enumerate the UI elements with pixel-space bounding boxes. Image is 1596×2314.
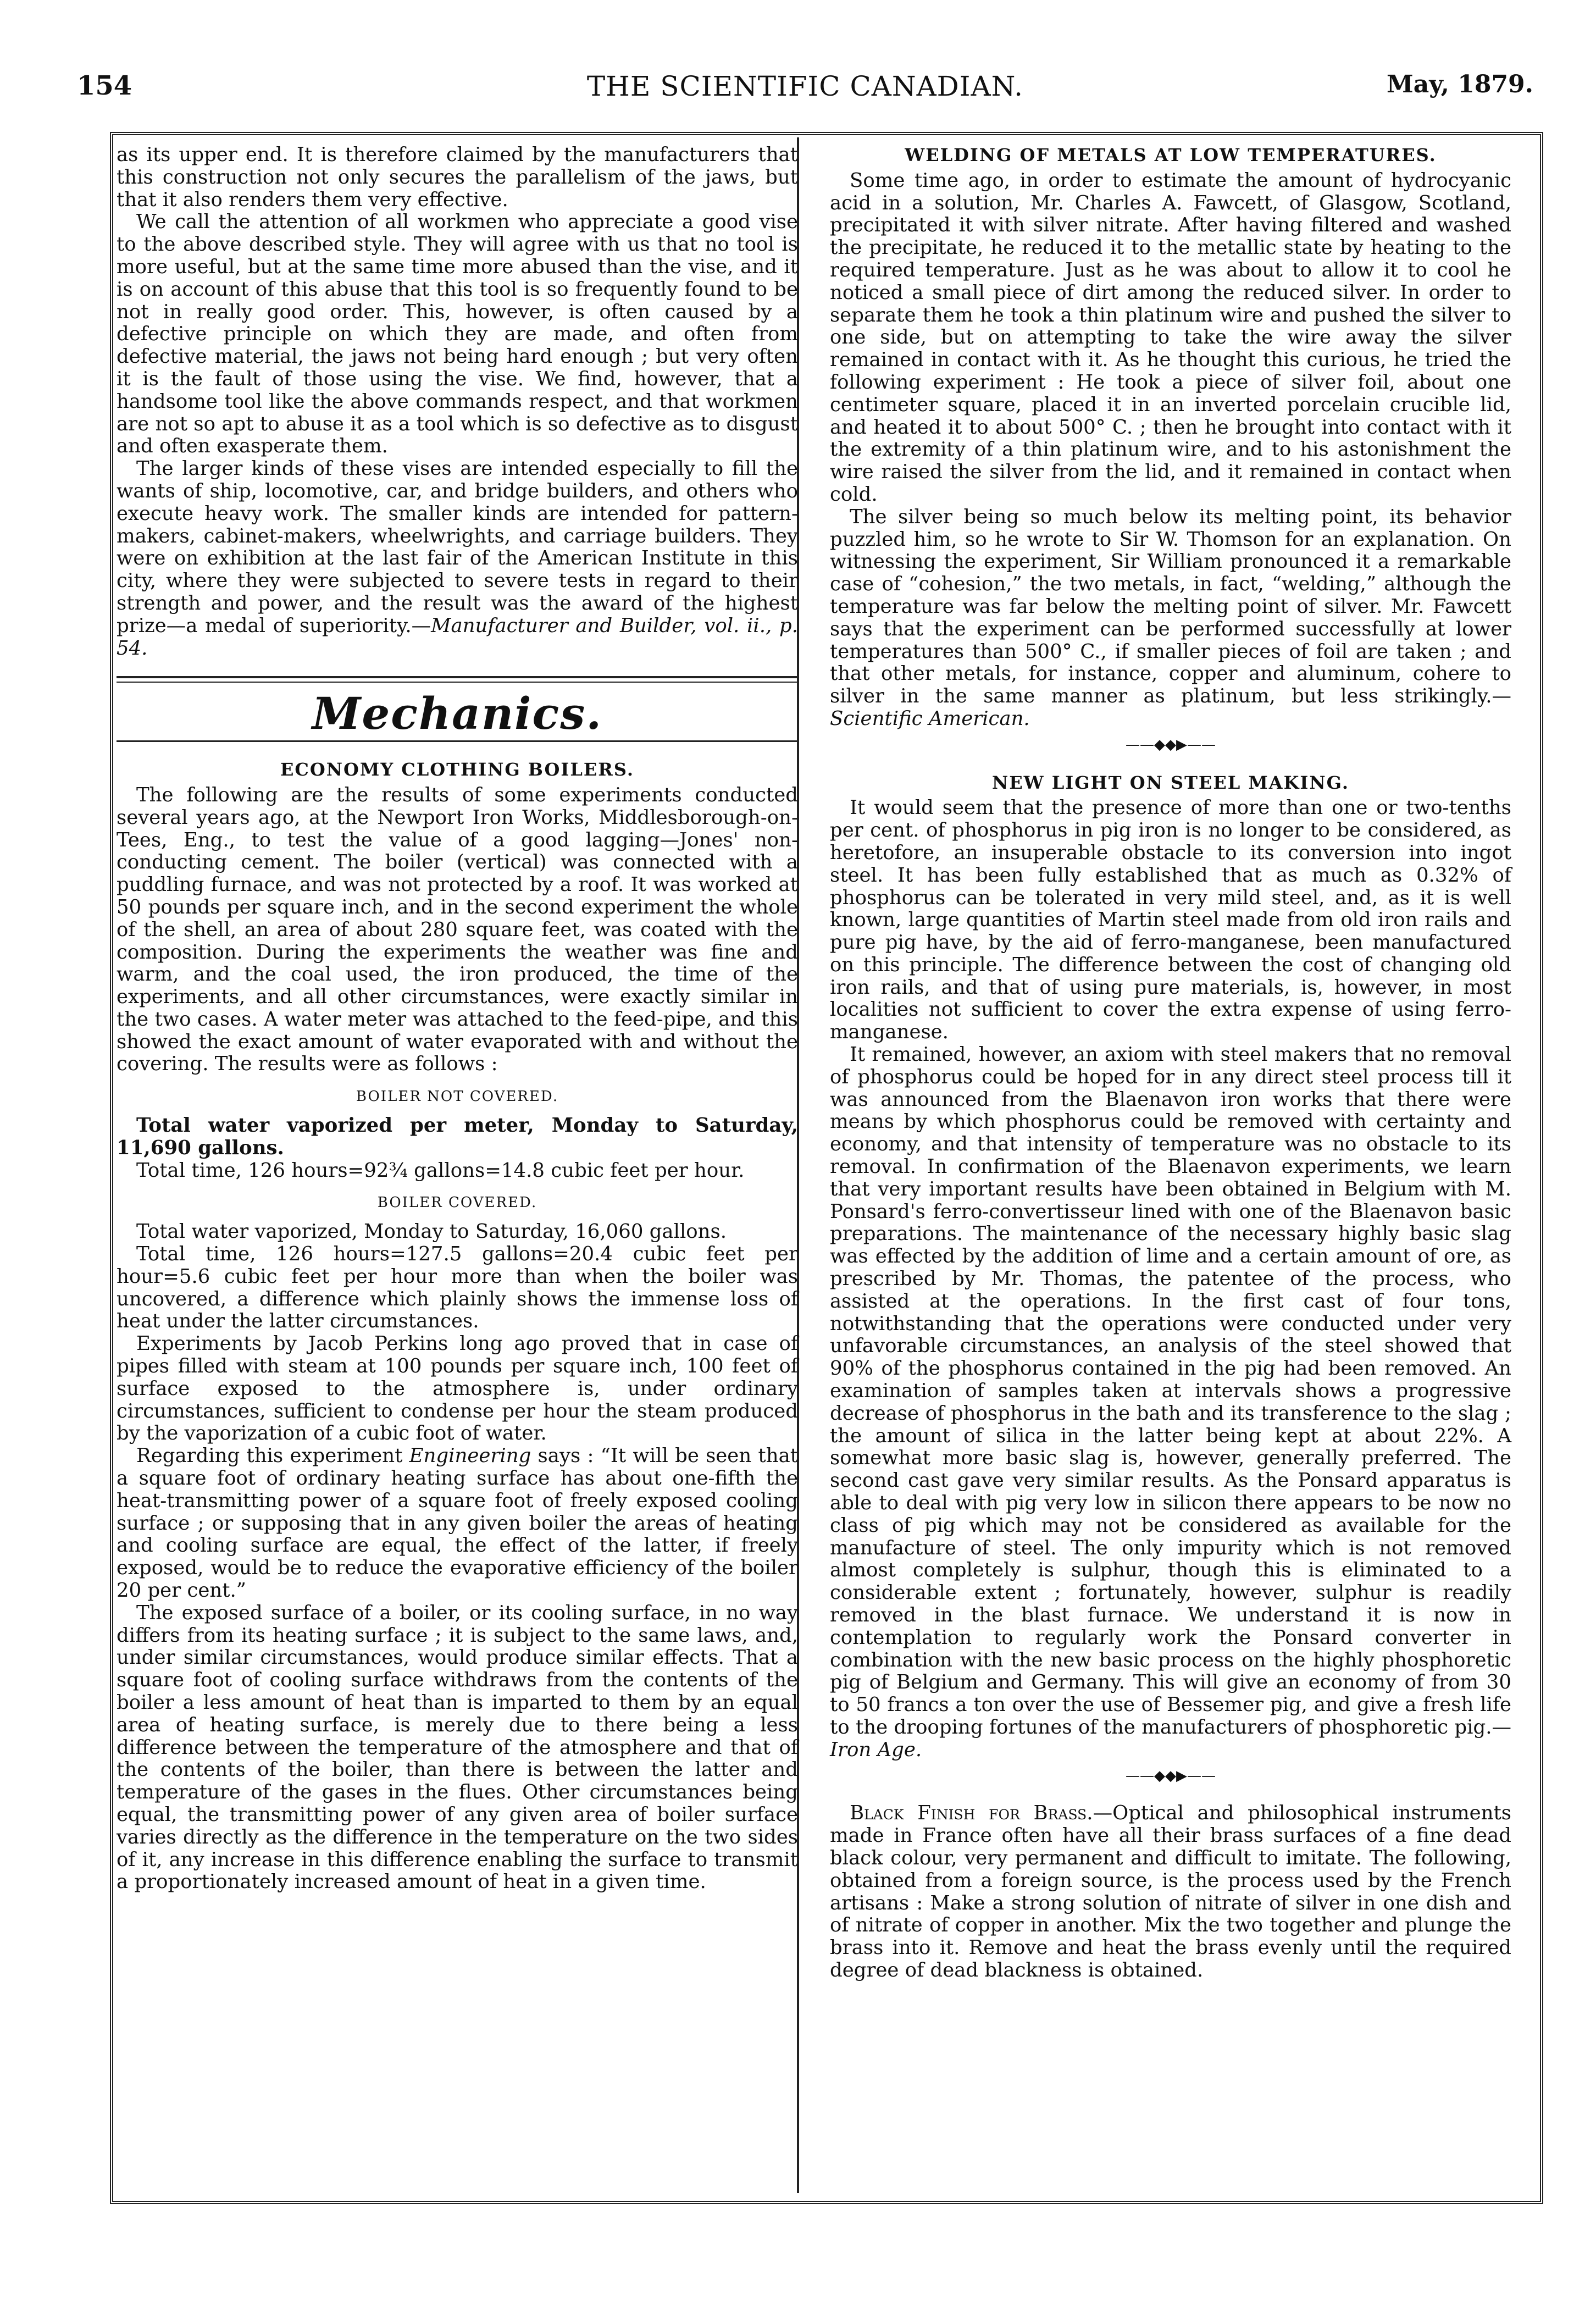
result-covered-water: Total water vaporized, Monday to Saturday, 16,060 gallons. — [136, 1220, 727, 1243]
article-title-welding: WELDING OF METALS AT LOW TEMPERATURES. — [905, 145, 1437, 165]
economy-paragraph-engineering: Regarding this experiment Engineering says : “It will be seen that a square foot of ordinary heating surface has about one-fifth the heat-transmitting power of a square foot of freely exposed cooling surface ; or supposing that in any given boiler the areas of heating and cooling surface are equal, the effect of the latter, if freely exposed, would be to reduce the evaporative efficiency of the boiler 20 per cent.” — [117, 1444, 798, 1602]
result-not-covered-water: Total water vaporized per meter, Monday to Saturday, 11,690 gallons. — [117, 1114, 798, 1159]
brass-lead: Black Finish for Brass. — [850, 1802, 1093, 1825]
vise-paragraph-3: The larger kinds of these vises are intended especially to fill the wants of ship, locomotive, car, and bridge builders, and others who execute heavy work. The smaller kinds are intended for pattern-makers, cabinet-makers, wheelwrights, and carriage builders. They were on exhibition at the last fair of the American Institute in this city, where they were subjected to severe tests in regard to their strength and power, and the result was the award of the highest prize—a medal of superiority.—Manufacturer and Builder, vol. ii., p. 54. — [117, 457, 799, 660]
welding-paragraph-1: Some time ago, in order to estimate the amount of hydrocyanic acid in a solution, Mr. Charles A. Fawcett, of Glasgow, Scotland, precipitated it with silver nitrate. After having filtered and washed the precipitate, he reduced it to the metallic state by heating to the required temperature. Just as he was about to allow it to cool he noticed a small piece of dirt among the reduced silver. In order to separate them he took a thin platinum wire and pushed the silver to one side, but on attempting to take the wire away the silver remained in contact with it. As he thought this curious, he tried the following experiment : He took a piece of silver foil, about one centimeter square, placed it in an inverted porcelain crucible lid, and heated it to about 500° C. ; then he brought into contact with it the extremity of a thin platinum wire, and to his astonishment the wire raised the silver from the lid, and it remained in contact when cold. — [830, 169, 1511, 506]
result-not-covered-time: Total time, 126 hours=92¾ gallons=14.8 cubic feet per hour. — [136, 1159, 745, 1182]
article-title-economy: ECONOMY CLOTHING BOILERS. — [280, 759, 634, 780]
vise-source: Manufacturer and Builder, vol. ii., p. 54. — [117, 614, 799, 660]
left-column — [117, 144, 798, 1894]
ornament-divider: ——◆◆▶—— — [1126, 736, 1216, 753]
steel-source: Iron Age. — [830, 1738, 922, 1761]
issue-date: May, 1879. — [1387, 70, 1533, 98]
result-covered-time: Total time, 126 hours=127.5 gallons=20.4 cubic feet per hour=5.6 cubic feet per hour more than when the boiler was uncovered, a difference which plainly shows the immense loss of heat under the latter circumstances. — [117, 1243, 798, 1333]
economy-paragraph-perkins: Experiments by Jacob Perkins long ago proved that in case of pipes filled with steam at 100 pounds per square inch, 100 feet of surface exposed to the atmosphere is, under ordinary circumstances, sufficient to condense per hour the steam produced by the vaporization of a cubic foot of water. — [117, 1332, 798, 1445]
right-column — [830, 144, 1511, 1982]
ornament-divider-2: ——◆◆▶—— — [1126, 1767, 1216, 1784]
article-title-steel: NEW LIGHT ON STEEL MAKING. — [992, 772, 1349, 793]
journal-title: THE SCIENTIFIC CANADIAN. — [586, 70, 1024, 102]
vise-paragraph-2: We call the attention of all workmen who appreciate a good vise to the above described style. They will agree with us that no tool is more useful, but at the same time more abused than the vise, and it is on account of this abuse that this tool is so frequently found to be not in really good order. This, however, is often caused by a defective principle on which they are made, and often from defective material, the jaws not being hard enough ; but very often it is the fault of those using the vise. We find, however, that a handsome tool like the above commands respect, and that workmen are not so apt to abuse it as a tool which is so defective as to disgust and often exasperate them. — [117, 211, 798, 458]
welding-source: Scientific American. — [830, 707, 1030, 730]
subhead-not-covered: BOILER NOT COVERED. — [356, 1088, 559, 1105]
page-header — [77, 70, 1533, 114]
steel-paragraph-1: It would seem that the presence of more than one or two-tenths per cent. of phosphorus in pig iron is no longer to be considered, as heretofore, an insuperable obstacle to its conversion into ingot steel. It has been fully established that as much as 0.32% of phosphorus can be tolerated in very mild steel, and, as it is well known, large quantities of Martin steel made from old iron rails and pure pig have, by the aid of ferro-manganese, been manufactured on this principle. The difference between the cost of changing old iron rails, and that of using pure materials, is, however, in most localities not sufficient to cover the extra expense of using ferro-manganese. — [830, 796, 1511, 1044]
section-title-mechanics: Mechanics. — [312, 688, 603, 740]
welding-paragraph-2: The silver being so much below its melting point, its behavior puzzled him, so he wrote to Sir W. Thomson for an explanation. On witnessing the experiment, Sir William pronounced it a remarkable case of “cohesion,” the two metals, in fact, “welding,” although the temperature was far below the melting point of silver. Mr. Fawcett says that the experiment can be performed successfully at lower temperatures than 500° C., if smaller pieces of foil are taken ; and that other metals, for instance, copper and aluminum, cohere to silver in the same manner as platinum, but less strikingly.—Scientific American. — [830, 505, 1511, 730]
section-rule — [117, 676, 798, 683]
subhead-covered: BOILER COVERED. — [377, 1194, 537, 1211]
steel-paragraph-2: It remained, however, an axiom with steel makers that no removal of phosphorus could be hoped for in any direct steel process till it was announced from the Blaenavon iron works that there were means by which phosphorus could be removed with certainty and economy, and that intensity of temperature was no obstacle to its removal. In confirmation of the Blaenavon experiments, we learn that very important results have been obtained in Belgium with M. Ponsard's ferro-convertisseur lined with one of the Blaenavon basic preparations. The maintenance of the necessary highly basic slag was effected by the addition of lime and a certain amount of ore, as prescribed by Mr. Thomas, the patentee of the process, who assisted at the operations. In the first cast of four tons, notwithstanding that the operations were conducted under very unfavorable circumstances, an analysis of the steel showed that 90% of the phosphorus contained in the pig had been removed. An examination of samples taken at intervals shows a progressive decrease of phosphorus in the bath and its transference to the slag ; the amount of silica in the latter being kept at about 22%. A somewhat more basic slag is, however, generally preferred. The second cast gave very similar results. As the Ponsard apparatus is able to deal with pig very low in silicon there appears to be now no class of pig which may not be considered as available for the manufacture of steel. The only impurity which is not removed almost completely is sulphur, though this is eliminated to a considerable extent ; fortunately, however, sulphur is readily removed in the blast furnace. We understand it is now in contemplation to regularly work the Ponsard converter in combination with the new basic process on the highly phosphoretic pig of Belgium and Germany. This will give an economy of from 30 to 50 francs a ton over the use of Bessemer pig, and give a fresh life to the drooping fortunes of the manufacturers of phosphoretic pig.—Iron Age. — [830, 1043, 1511, 1761]
page-number: 154 — [77, 70, 132, 101]
economy-paragraph-1: The following are the results of some experiments conducted several years ago, at the Newport Iron Works, Middlesborough-on-Tees, Eng., to test the value of a good lagging—Jones' non-conducting cement. The boiler (vertical) was connected with a puddling furnace, and was not protected by a roof. It was worked at 50 pounds per square inch, and in the second experiment the whole of the shell, an area of about 280 square feet, was coated with the composition. During the experiments the weather was fine and warm, and the coal used, the iron produced, the time of the experiments, and all other circumstances, were exactly similar in the two cases. A water meter was attached to the feed-pipe, and this showed the exact amount of water evaporated with and without the covering. The results were as follows : — [117, 783, 798, 1076]
vise-paragraph-1: as its upper end. It is therefore claimed by the manufacturers that this construction not only secures the parallelism of the jaws, but that it also renders them very effective. — [117, 143, 798, 211]
section-rule-below — [117, 740, 798, 742]
economy-paragraph-surface: The exposed surface of a boiler, or its cooling surface, in no way differs from its heating surface ; it is subject to the same laws, and, under similar circumstances, would produce similar effects. That a square foot of cooling surface withdraws from the contents of the boiler a less amount of heat than is imparted to them by an equal area of heating surface, is merely due to there being a less difference between the temperature of the atmosphere and that of the contents of the boiler, than there is between the latter and temperature of the gases in the flues. Other circumstances being equal, the transmitting power of any given area of boiler surface varies directly as the difference in the temperature on the two sides of it, any increase in this difference enabling the surface to transmit a proportionately increased amount of heat in a given time. — [117, 1601, 798, 1894]
brass-paragraph: Black Finish for Brass.—Optical and philosophical instruments made in France often have all their brass surfaces of a fine dead black colour, very permanent and difficult to imitate. The following, obtained from a foreign source, is the process used by the French artisans : Make a strong solution of nitrate of silver in one dish and of nitrate of copper in another. Mix the two together and plunge the brass into it. Remove and heat the brass evenly until the required degree of dead blackness is obtained. — [830, 1802, 1511, 1981]
